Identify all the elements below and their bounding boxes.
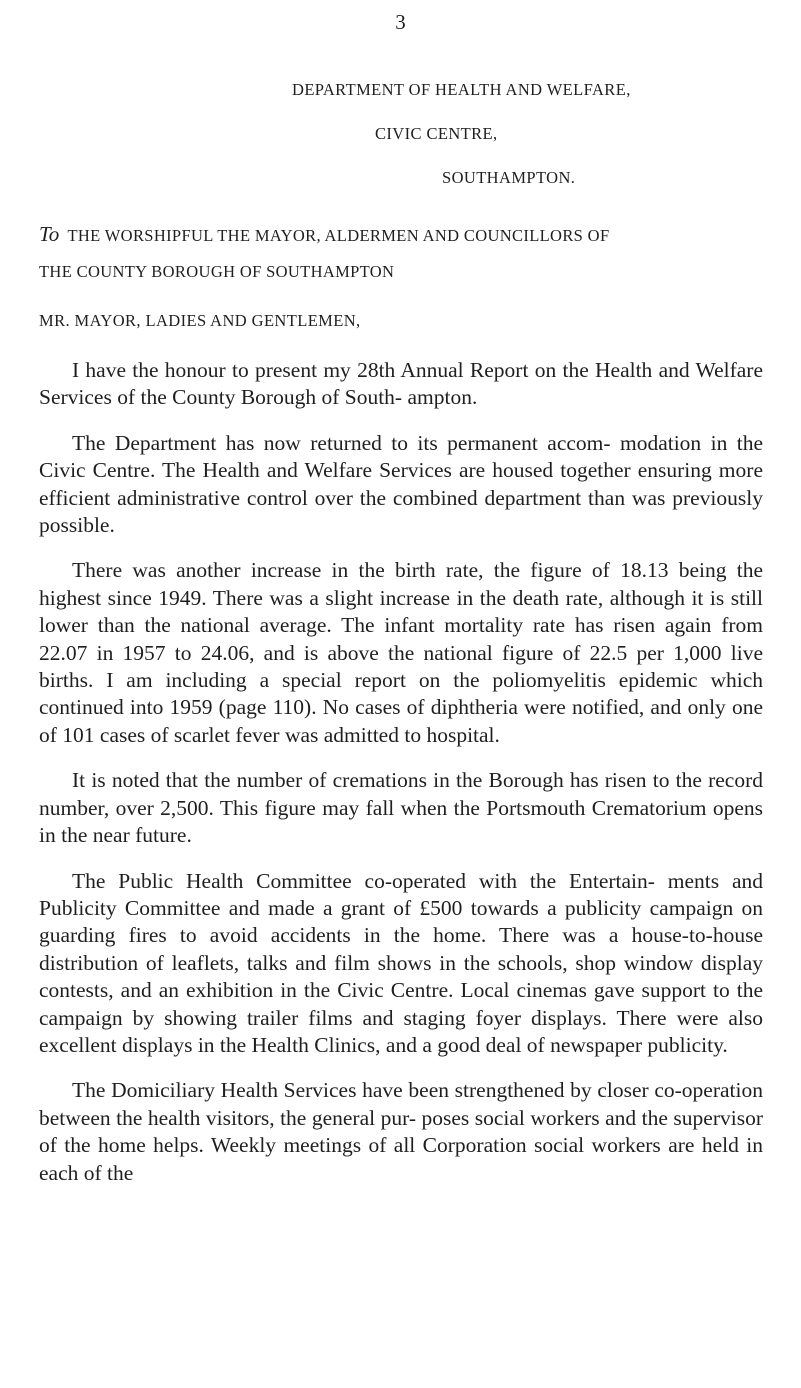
addressee-line-2: THE COUNTY BOROUGH OF SOUTHAMPTON	[39, 262, 395, 281]
salutation: MR. MAYOR, LADIES AND GENTLEMEN,	[39, 311, 361, 330]
addressee-line-1: THE WORSHIPFUL THE MAYOR, ALDERMEN AND COUNCILLORS OF	[67, 226, 610, 245]
address-line-civic-centre: CIVIC CENTRE,	[375, 124, 498, 143]
address-line-city: SOUTHAMPTON.	[442, 168, 576, 187]
report-body	[39, 357, 763, 1205]
paragraph-accommodation: The Department has now returned to its permanent accom- modation in the Civic Centre. The Health and Welfare Services are housed together ensuring more efficient administrative control over the combined department than was previously possible.	[39, 430, 763, 538]
paragraph-publicity-campaign: The Public Health Committee co-operated with the Entertain- ments and Publicity Committee and made a grant of £500 towards a publicity campaign on guarding fires to avoid accidents in the home. There was a house-to-house distribution of leaflets, talks and film shows in the schools, shop window display contests, and an exhibition in the Civic Centre. Local cinemas gave support to the campaign by showing trailer films and staging foyer displays. There were also excellent displays in the Health Clinics, and a good deal of newspaper publicity.	[39, 868, 763, 1057]
address-line-department: DEPARTMENT OF HEALTH AND WELFARE,	[292, 80, 631, 99]
paragraph-cremations: It is noted that the number of cremations in the Borough has risen to the record number, over 2,500. This figure may fall when the Portsmouth Crematorium opens in the near future.	[39, 768, 763, 848]
paragraph-annual-report: I have the honour to present my 28th Annual Report on the Health and Welfare Services of the County Borough of South- ampton.	[39, 358, 763, 410]
addressee-block	[39, 216, 769, 290]
paragraph-domiciliary-services: The Domiciliary Health Services have been strengthened by closer co-operation between the health visitors, the general pur- poses social workers and the supervisor of the home helps. Weekly meetings of all Corporation social workers are held in each of the	[39, 1078, 763, 1185]
paragraph-vital-statistics: There was another increase in the birth rate, the figure of 18.13 being the highest since 1949. There was a slight increase in the death rate, although it is still lower than the national average. The infant mortality rate has risen again from 22.07 in 1957 to 24.06, and is above the national figure of 22.5 per 1,000 live births. I am including a special report on the poliomyelitis epidemic which continued into 1959 (page 110). No cases of diphtheria were notified, and only one of 101 cases of scarlet fever was admitted to hospital.	[39, 558, 763, 747]
page-number: 3	[395, 10, 406, 34]
addressee-prefix: To	[39, 222, 60, 246]
